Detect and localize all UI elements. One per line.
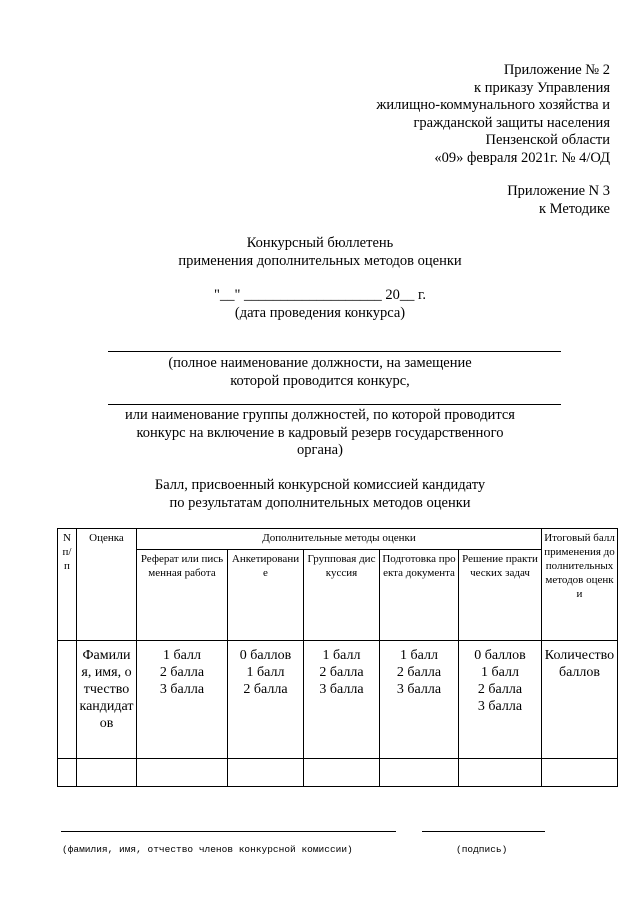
score-value: 2 балла xyxy=(396,665,442,680)
col-assessment-header: Оценка xyxy=(77,529,137,641)
date-caption: (дата проведения конкурса) xyxy=(234,304,406,321)
caption-line: конкурс на включение в кадровый резерв государственного xyxy=(136,424,504,441)
method-essay-header: Реферат или письменная работа xyxy=(137,550,228,641)
header-line: Приложение № 2 xyxy=(503,62,610,78)
empty-cell xyxy=(459,759,542,787)
score-value: 3 балла xyxy=(319,682,364,697)
total-score-cell: Количество баллов xyxy=(542,641,618,759)
title-line: применения дополнительных методов оценки xyxy=(178,252,462,269)
document-scores xyxy=(380,641,459,759)
score-value: 2 балла xyxy=(319,665,364,680)
names-caption: (фамилия, имя, отчество членов конкурсной комиссии) xyxy=(62,844,353,855)
empty-cell xyxy=(137,759,228,787)
method-survey-header: Анкетирование xyxy=(228,550,304,641)
signature-caption: (подпись) xyxy=(456,844,508,855)
header-line: жилищно-коммунального хозяйства и xyxy=(376,97,610,113)
col-total-header: Итоговый балл применения дополнительных методов оценки xyxy=(542,529,618,641)
appendix-line: Приложение N 3 xyxy=(507,183,610,199)
caption-line: или наименование группы должностей, по которой проводится xyxy=(125,407,515,423)
empty-cell xyxy=(77,759,137,787)
score-value: 3 балла xyxy=(159,682,205,697)
col-number-header: N п/п xyxy=(58,529,77,641)
empty-cell xyxy=(58,759,77,787)
appendix-line: к Методике xyxy=(538,200,610,217)
caption-line: которой проводится конкурс, xyxy=(230,372,410,389)
score-value: 2 балла xyxy=(243,682,288,697)
signature-fill-line xyxy=(422,831,545,832)
header-line: гражданской защиты населения xyxy=(413,114,610,131)
header-line: Пензенской области xyxy=(485,132,610,148)
date-line: "__" ___________________ 20__ г. xyxy=(214,287,426,303)
header-line: к приказу Управления xyxy=(474,79,610,96)
group-fill-line xyxy=(108,404,561,405)
candidate-name-label: Фамилия, имя, отчество кандидатов xyxy=(77,641,137,759)
score-value: 1 балл xyxy=(481,665,519,680)
date-block xyxy=(0,287,640,322)
heading-line: по результатам дополнительных методов оценки xyxy=(169,494,471,511)
title-line: Конкурсный бюллетень xyxy=(246,235,394,251)
position-caption xyxy=(0,355,640,390)
empty-cell xyxy=(380,759,459,787)
caption-line: (полное наименование должности, на замещение xyxy=(168,355,472,371)
score-value: 1 балл xyxy=(246,665,285,680)
essay-scores xyxy=(137,641,228,759)
names-fill-line xyxy=(61,831,396,832)
score-value: 1 балл xyxy=(400,648,438,663)
table-row xyxy=(58,759,618,787)
tasks-scores xyxy=(459,641,542,759)
empty-cell xyxy=(228,759,304,787)
score-value: 2 балла xyxy=(477,682,523,697)
group-caption xyxy=(0,407,640,460)
methodology-appendix-header xyxy=(507,183,610,218)
score-value: 1 балл xyxy=(163,648,201,663)
position-fill-line xyxy=(108,351,561,352)
heading-line: Балл, присвоенный конкурсной комиссией кандидату xyxy=(154,477,486,493)
row-number-cell xyxy=(58,641,77,759)
score-heading xyxy=(0,477,640,512)
score-value: 0 баллов xyxy=(239,648,292,663)
score-value: 3 балла xyxy=(396,682,442,697)
score-value: 3 балла xyxy=(477,699,523,714)
method-document-header: Подготовка проекта документа xyxy=(380,550,459,641)
document-title xyxy=(0,235,640,270)
discussion-scores xyxy=(304,641,380,759)
score-value: 0 баллов xyxy=(474,648,526,663)
method-discussion-header: Групповая дискуссия xyxy=(304,550,380,641)
survey-scores xyxy=(228,641,304,759)
order-appendix-header xyxy=(376,62,610,167)
score-value: 2 балла xyxy=(159,665,205,680)
score-value: 1 балл xyxy=(322,648,361,663)
caption-line: органа) xyxy=(297,442,343,458)
col-methods-header: Дополнительные методы оценки xyxy=(137,529,542,550)
header-line: «09» февраля 2021г. № 4/ОД xyxy=(434,149,610,166)
empty-cell xyxy=(304,759,380,787)
evaluation-table xyxy=(57,528,618,787)
table-row xyxy=(58,641,618,759)
empty-cell xyxy=(542,759,618,787)
method-tasks-header: Решение практических задач xyxy=(459,550,542,641)
